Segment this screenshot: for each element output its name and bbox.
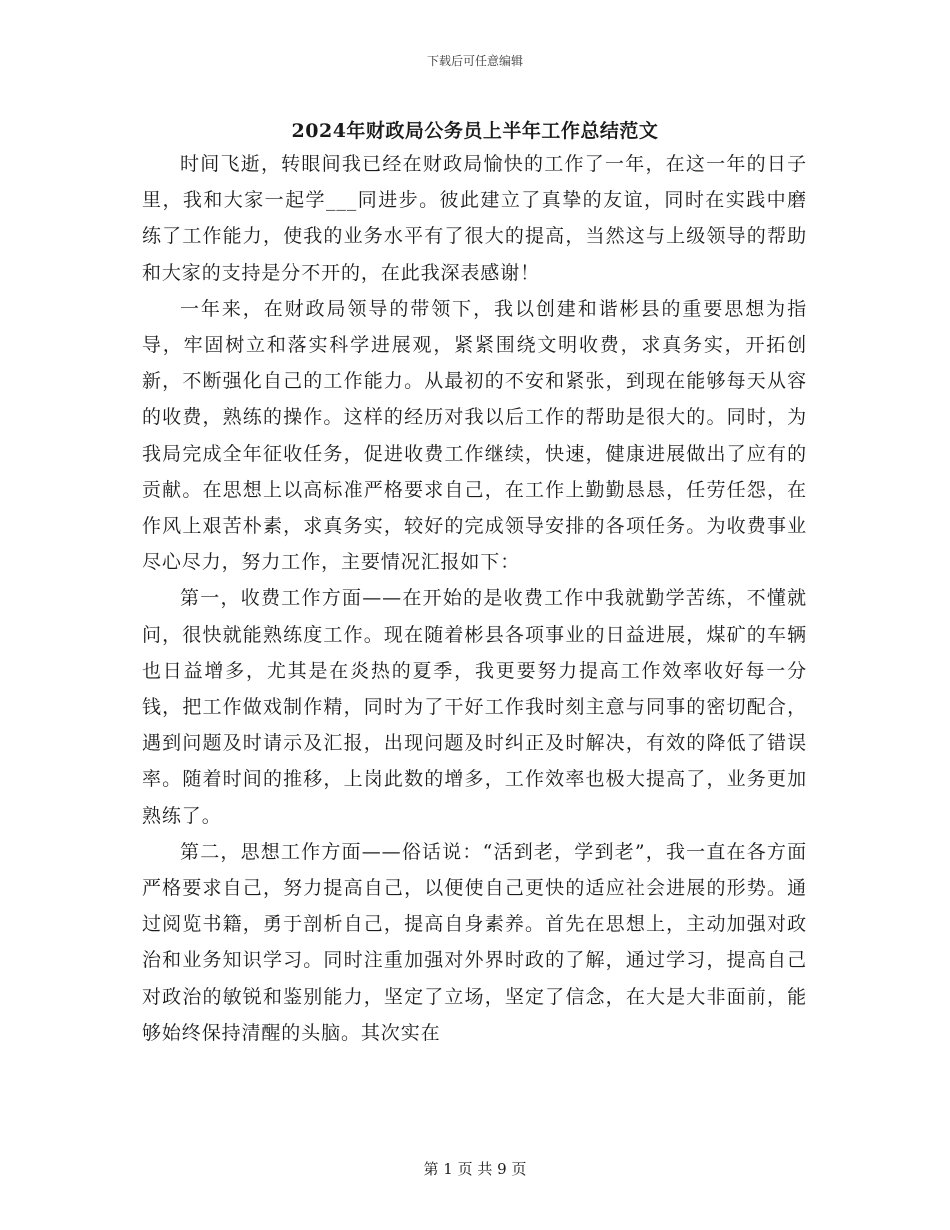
header-note: 下载后可任意编辑 xyxy=(426,54,523,68)
document-body xyxy=(142,146,807,1051)
page-number-footer: 第 1 页 共 9 页 xyxy=(423,1160,527,1178)
paragraph-overview: 一年来，在财政局领导的带领下，我以创建和谐彬县的重要思想为指导，牢固树立和落实科学进展观，紧紧围绕文明收费，求真务实，开拓创新，不断强化自己的工作能力。从最初的不安和紧张，到现在能够每天从容的收费，熟练的操作。这样的经历对我以后工作的帮助是很大的。同时，为我局完成全年征收任务，促进收费工作继续，快速，健康进展做出了应有的贡献。在思想上以高标准严格要求自己，在工作上勤勤恳恳，任劳任怨，在作风上艰苦朴素，求真务实，较好的完成领导安排的各项任务。为收费事业尽心尽力，努力工作，主要情况汇报如下： xyxy=(142,297,807,574)
document-title: 2024年财政局公务员上半年工作总结范文 xyxy=(291,120,659,142)
paragraph-ideology-work: 第二，思想工作方面——俗话说：“活到老，学到老”，我一直在各方面严格要求自己，努力提高自己，以便使自己更快的适应社会进展的形势。通过阅览书籍，勇于剖析自己，提高自身素养。首先在思想上，主动加强对政治和业务知识学习。同时注重加强对外界时政的了解，通过学习，提高自己对政治的敏锐和鉴别能力，坚定了立场，坚定了信念，在大是大非面前，能够始终保持清醒的头脑。其次实在 xyxy=(142,840,807,1044)
paragraph-fee-work: 第一，收费工作方面——在开始的是收费工作中我就勤学苦练，不懂就问，很快就能熟练度工作。现在随着彬县各项事业的日益进展，煤矿的车辆也日益增多，尤其是在炎热的夏季，我更要努力提高工作效率收好每一分钱，把工作做戏制作精，同时为了干好工作我时刻主意与同事的密切配合，遇到问题及时请示及汇报，出现问题及时纠正及时解决，有效的降低了错误率。随着时间的推移，上岗此数的增多，工作效率也极大提高了，业务更加熟练了。 xyxy=(142,587,807,827)
paragraph-intro: 时间飞逝，转眼间我已经在财政局愉快的工作了一年，在这一年的日子里，我和大家一起学___同进步。彼此建立了真挚的友谊，同时在实践中磨练了工作能力，使我的业务水平有了很大的提高，当然这与上级领导的帮助和大家的支持是分不开的，在此我深表感谢！ xyxy=(142,153,807,284)
